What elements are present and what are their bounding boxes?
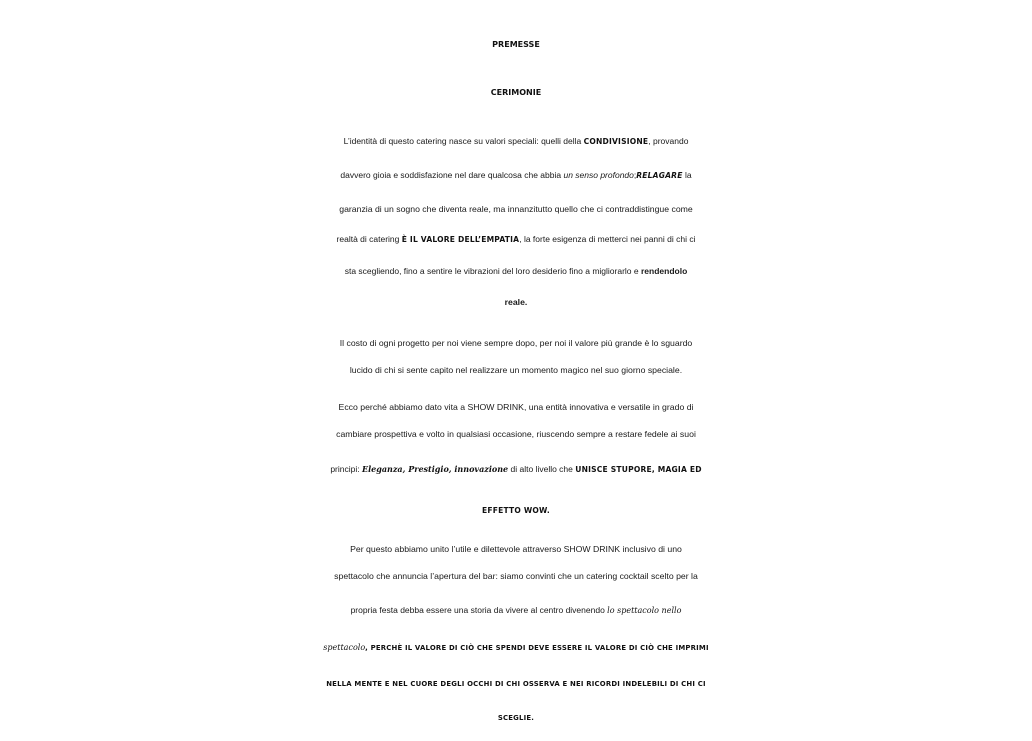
text-run: L’identità di questo catering nasce su valori speciali: quelli della xyxy=(343,136,584,146)
text-run: principi: xyxy=(330,464,362,474)
paragraph-3-line-2: cambiare prospettiva e volto in qualsiasi occasione, riuscendo sempre a restare fedele ai suoi xyxy=(336,429,696,439)
section-title: CERIMONIE xyxy=(490,88,542,97)
emphasis-run: È IL VALORE DELL’EMPATIA xyxy=(401,235,520,244)
emphasis-run: Eleganza, Prestigio, innovazione xyxy=(361,464,509,474)
emphasis-run: , PERCHÈ IL VALORE DI CIÒ CHE SPENDI DEVE ESSERE IL VALORE DI CIÒ CHE IMPRIMI xyxy=(365,644,709,652)
paragraph-3-line-1: Ecco perché abbiamo dato vita a SHOW DRINK, una entità innovativa e versatile in grado di xyxy=(338,402,694,412)
text-run: ; xyxy=(633,170,637,180)
text-run: realtà di catering xyxy=(336,234,402,244)
paragraph-4-line-5: NELLA MENTE E NEL CUORE DEGLI OCCHI DI CHI OSSERVA E NEI RICORDI INDELEBILI DI CHI CI xyxy=(326,680,706,688)
document-title: PREMESSE xyxy=(492,40,540,49)
paragraph-2-line-2: lucido di chi si sente capito nel realizzare un momento magico nel suo giorno speciale. xyxy=(349,365,683,375)
paragraph-4-line-3 xyxy=(0,606,1032,615)
text-run: , provando xyxy=(648,136,689,146)
paragraph-4-line-2: spettacolo che annuncia l’apertura del bar: siamo convinti che un catering cocktail scelto per la xyxy=(334,571,698,581)
paragraph-1-line-6: reale. xyxy=(504,297,528,307)
italic-run: un senso profondo xyxy=(563,170,634,180)
emphasis-run: RELAGARE xyxy=(636,171,683,180)
paragraph-1-line-2 xyxy=(0,171,1032,180)
text-run: propria festa debba essere una storia da vivere al centro divenendo xyxy=(350,605,608,615)
text-run: sta scegliendo, fino a sentire le vibrazioni del loro desiderio fino a migliorarlo e xyxy=(344,266,641,276)
text-run: la xyxy=(682,170,692,180)
emphasis-run: UNISCE STUPORE, MAGIA ED xyxy=(575,465,702,474)
text-run: davvero gioia e soddisfazione nel dare qualcosa che abbia xyxy=(340,170,564,180)
paragraph-2-line-1: Il costo di ogni progetto per noi viene sempre dopo, per noi il valore più grande è lo sguardo xyxy=(339,338,693,348)
paragraph-4-line-1: Per questo abbiamo unito l’utile e dilettevole attraverso SHOW DRINK inclusivo di uno xyxy=(350,544,682,554)
italic-emphasis-run: lo spettacolo nello xyxy=(607,606,682,615)
emphasis-run: CONDIVISIONE xyxy=(583,137,649,146)
paragraph-1-line-4 xyxy=(0,235,1032,244)
paragraph-1-line-5 xyxy=(0,267,1032,276)
paragraph-4-line-6: SCEGLIE. xyxy=(497,714,535,722)
bold-run: rendendolo xyxy=(640,266,688,276)
text-run: , la forte esigenza di metterci nei panni di chi ci xyxy=(519,234,696,244)
paragraph-1-line-3: garanzia di un sogno che diventa reale, ma innanzitutto quello che ci contraddistingue come xyxy=(339,204,693,214)
paragraph-3-line-4: EFFETTO WOW. xyxy=(482,506,550,515)
italic-emphasis-run: spettacolo xyxy=(323,643,366,652)
text-run: di alto livello che xyxy=(508,464,576,474)
paragraph-4-line-4 xyxy=(0,643,1032,652)
paragraph-3-line-3 xyxy=(0,465,1032,474)
paragraph-1-line-1 xyxy=(0,137,1032,146)
